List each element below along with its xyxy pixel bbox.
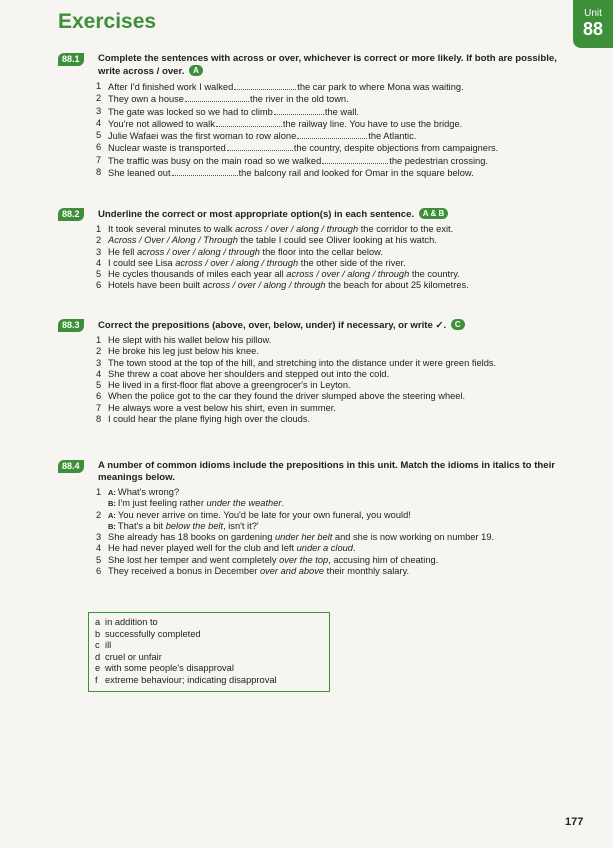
unit-label: Unit <box>584 8 602 19</box>
list-item <box>96 130 568 142</box>
item-number: 2 <box>96 346 102 357</box>
list-item <box>96 358 568 369</box>
meaning-item <box>95 640 323 652</box>
option-set[interactable]: across / over / along / through <box>136 246 260 257</box>
item-number: 6 <box>96 391 102 402</box>
item-number: 4 <box>96 368 102 379</box>
exercise-88-1-instruction: 88.1 Complete the sentences with across or over, whichever is correct or more likely. If both are possible, write across / over. A <box>58 53 568 78</box>
meaning-letter: b <box>95 628 101 639</box>
answer-blank[interactable] <box>185 93 249 102</box>
exercise-88-2-items <box>96 224 568 292</box>
item-text: She lost her temper and went completely <box>108 554 280 565</box>
item-number: 1 <box>96 224 102 234</box>
item-number: 3 <box>96 105 102 116</box>
item-text: the country. <box>409 269 460 280</box>
item-number: 4 <box>96 543 102 554</box>
item-text: The gate was locked so we had to climb <box>108 106 273 117</box>
dialogue-reply: B: I'm just feeling rather under the weather. <box>108 498 285 509</box>
page-title: Exercises <box>58 10 157 33</box>
meanings-box <box>88 612 330 692</box>
item-text: the wall. <box>324 106 359 117</box>
item-text: The town stood at the top of the hill, and stretching into the distance under it were green fields. <box>108 357 497 368</box>
item-number: 3 <box>96 532 102 543</box>
meaning-item <box>95 617 323 629</box>
meaning-text: with some people's disapproval <box>105 663 234 674</box>
meaning-letter: f <box>95 674 98 685</box>
level-badge: A <box>189 65 203 76</box>
item-number: 5 <box>96 554 102 565</box>
unit-number: 88 <box>582 19 604 39</box>
meaning-item <box>95 663 323 675</box>
meaning-letter: c <box>95 640 100 651</box>
meaning-item <box>95 629 323 641</box>
item-text: the river in the old town. <box>249 94 349 105</box>
list-item <box>96 555 568 566</box>
item-number: 7 <box>96 402 102 413</box>
exercise-88-4-dialogue-2 <box>96 510 568 521</box>
exercise-88-4 <box>58 460 568 577</box>
list-item: 2 A: You never arrive on time. You'd be late for your own funeral, you would! <box>96 509 411 520</box>
list-item <box>96 543 568 554</box>
exercise-badge: 88.3 <box>58 319 84 332</box>
item-text: their monthly salary. <box>324 566 410 577</box>
item-text: the table I could see Oliver looking at his watch. <box>237 235 437 246</box>
item-text: the country, despite objections from campaigners. <box>293 143 499 154</box>
item-number: 5 <box>96 130 102 141</box>
list-item <box>96 280 568 291</box>
list-item <box>96 369 568 380</box>
list-item <box>96 346 568 357</box>
item-number: 5 <box>96 269 102 280</box>
item-text: the floor into the cellar below. <box>259 246 383 257</box>
option-set[interactable]: across / over / along / through <box>235 224 359 234</box>
list-item <box>96 566 568 577</box>
list-item <box>96 167 568 179</box>
item-text: , accusing him of cheating. <box>328 554 439 565</box>
item-text: He broke his leg just below his knee. <box>108 346 259 357</box>
list-item <box>96 106 568 118</box>
item-number: 3 <box>96 357 102 368</box>
meaning-letter: e <box>95 663 101 674</box>
list-item <box>96 224 568 235</box>
list-item <box>96 335 568 346</box>
item-text: He had never played well for the club and left <box>108 543 297 554</box>
unit-tab <box>573 0 613 48</box>
meaning-item <box>95 652 323 664</box>
list-item <box>96 235 568 246</box>
item-text: . <box>352 543 356 554</box>
item-text: the car park to where Mona was waiting. <box>297 82 464 92</box>
list-item <box>96 414 568 425</box>
item-text: He lived in a first-floor flat above a greengrocer's in Leyton. <box>108 380 351 391</box>
list-item <box>96 247 568 258</box>
exercise-88-4-dialogue-1 <box>96 487 568 498</box>
item-text: It took several minutes to walk <box>108 224 236 234</box>
list-item <box>96 532 568 543</box>
item-number: 1 <box>96 81 102 91</box>
item-text: They received a bonus in December <box>108 566 260 577</box>
list-item <box>96 142 568 154</box>
option-set[interactable]: across / over / along / through <box>175 257 299 268</box>
list-item <box>96 403 568 414</box>
item-text: the other side of the river. <box>298 257 406 268</box>
answer-blank[interactable] <box>234 81 296 90</box>
item-number: 2 <box>96 235 102 246</box>
meaning-text: ill <box>105 640 112 651</box>
exercise-88-4-items <box>96 532 568 577</box>
item-text: The traffic was busy on the main road so we walked <box>108 155 322 166</box>
exercise-88-4-instruction: 88.4 A number of common idioms include the prepositions in this unit. Match the idioms in italics to their meanings below. <box>58 460 568 484</box>
item-number: 4 <box>96 117 102 128</box>
list-item: 1 A: What's wrong? <box>96 487 180 497</box>
item-number: 5 <box>96 380 102 391</box>
exercise-88-3 <box>58 319 568 425</box>
idiom: under the weather <box>206 498 282 509</box>
idiom: over the top <box>279 554 329 565</box>
item-text: She already has 18 books on gardening <box>108 532 275 543</box>
item-text: He fell <box>108 246 137 257</box>
meaning-text: extreme behaviour; indicating disapproval <box>105 674 277 685</box>
dialogue-reply: B: That's a bit below the belt, isn't it?' <box>108 520 259 531</box>
exercise-88-2 <box>58 208 568 292</box>
item-text: You're not allowed to walk <box>108 118 215 129</box>
meaning-text: in addition to <box>105 617 158 627</box>
exercise-badge: 88.2 <box>58 208 84 221</box>
item-text: He always wore a vest below his shirt, even in summer. <box>108 402 336 413</box>
list-item <box>96 93 568 105</box>
item-number: 4 <box>96 257 102 268</box>
item-text: the beach for about 25 kilometres. <box>325 280 469 291</box>
list-item <box>96 269 568 280</box>
meaning-text: cruel or unfair <box>105 651 162 662</box>
answer-blank[interactable] <box>297 130 367 139</box>
item-number: 6 <box>96 566 102 577</box>
answer-blank[interactable] <box>322 155 388 164</box>
list-item <box>96 380 568 391</box>
exercise-88-1-items <box>96 81 568 179</box>
exercise-88-2-instruction: 88.2 Underline the correct or most appropriate option(s) in each sentence. A & B <box>58 208 568 221</box>
item-text: Nuclear waste is transported <box>108 143 226 154</box>
exercise-88-1 <box>58 53 568 179</box>
option-set[interactable]: across / over / along / through <box>286 269 410 280</box>
level-badge: A & B <box>419 208 448 219</box>
list-item <box>96 391 568 402</box>
idiom: under her belt <box>274 532 333 543</box>
exercise-badge: 88.4 <box>58 460 84 473</box>
idiom: under a cloud <box>296 543 353 554</box>
item-text: the corridor to the exit. <box>358 224 454 234</box>
meaning-letter: a <box>95 617 101 627</box>
answer-blank[interactable] <box>227 142 293 151</box>
item-text: After I'd finished work I walked <box>108 82 234 92</box>
idiom: below the belt <box>165 520 224 531</box>
exercise-badge: 88.1 <box>58 53 84 66</box>
item-text: I could see Lisa <box>108 257 176 268</box>
item-number: 8 <box>96 167 102 178</box>
item-text: Hotels have been built <box>108 280 203 291</box>
list-item <box>96 155 568 167</box>
item-text: the railway line. You have to use the bridge. <box>282 118 463 129</box>
list-item <box>96 81 568 93</box>
item-text: and she is now working on number 19. <box>332 532 495 543</box>
meaning-letter: d <box>95 651 101 662</box>
list-item <box>96 118 568 130</box>
answer-blank[interactable] <box>216 118 282 127</box>
exercise-88-3-items <box>96 335 568 425</box>
answer-blank[interactable] <box>172 167 238 176</box>
item-number: 6 <box>96 142 102 153</box>
item-number: 8 <box>96 414 102 425</box>
item-number: 6 <box>96 280 102 291</box>
answer-blank[interactable] <box>274 106 324 115</box>
idiom: over and above <box>259 566 325 577</box>
item-text: She threw a coat above her shoulders and stepped out into the cold. <box>108 368 390 379</box>
item-number: 1 <box>96 335 102 345</box>
meaning-text: successfully completed <box>105 628 201 639</box>
item-text: Julie Wafaei was the first woman to row alone <box>108 131 297 142</box>
option-set[interactable]: Across / Over / Along / Through <box>108 235 238 246</box>
item-number: 3 <box>96 246 102 257</box>
option-set[interactable]: across / over / along / through <box>202 280 326 291</box>
item-number: 7 <box>96 154 102 165</box>
list-item <box>96 258 568 269</box>
item-text: He cycles thousands of miles each year all <box>108 269 287 280</box>
item-text: the pedestrian crossing. <box>389 155 488 166</box>
item-text: I could hear the plane flying high over the clouds. <box>108 414 311 425</box>
item-text: She leaned out <box>108 168 171 179</box>
item-text: He slept with his wallet below his pillow. <box>108 335 272 345</box>
page-number: 177 <box>565 816 584 828</box>
item-number: 2 <box>96 93 102 104</box>
item-text: the balcony rail and looked for Omar in the square below. <box>238 168 474 179</box>
level-badge: C <box>451 319 465 330</box>
item-text: the Atlantic. <box>368 131 417 142</box>
exercise-88-3-instruction: 88.3 Correct the prepositions (above, over, below, under) if necessary, or write ✓. C <box>58 319 568 332</box>
meaning-item <box>95 675 323 687</box>
item-text: They own a house <box>108 94 184 105</box>
item-text: When the police got to the car they found the driver slumped above the steering wheel. <box>108 391 466 402</box>
